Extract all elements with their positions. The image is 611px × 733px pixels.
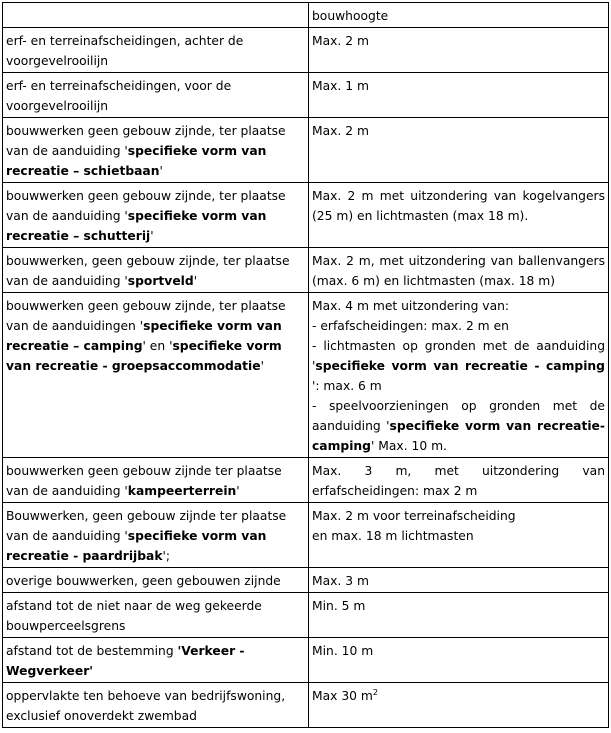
value-text: - lichtmasten op gronden met de aanduiding ': [312, 339, 605, 373]
table-row: [3, 593, 609, 638]
row-value: Max. 2 m, met uitzondering van ballenvangers (max. 6 m) en lichtmasten (max. 18 m): [309, 248, 609, 293]
label-bold-text: specifieke vorm van recreatie - paardrijbak: [6, 529, 267, 563]
table-row: [3, 248, 609, 293]
label-bold-text: sportveld: [127, 274, 194, 288]
value-line: [312, 396, 605, 456]
value-text: Max 30 m: [312, 689, 373, 703]
label-text: Bouwwerken, geen gebouw zijnde ter plaatse van de aanduiding ': [6, 509, 287, 543]
value-bold-text: specifieke vorm van recreatie-camping: [312, 419, 605, 453]
table-row: [3, 568, 609, 593]
header-cell-bouwhoogte: bouwhoogte: [309, 3, 609, 28]
superscript-2: 2: [372, 687, 378, 697]
row-value: [309, 683, 609, 728]
table-row: [3, 503, 609, 568]
value-line: - erfafscheidingen: max. 2 m en: [312, 319, 509, 333]
label-bold-text: 'Verkeer - Wegverkeer': [6, 644, 245, 678]
label-text: ': [159, 164, 163, 178]
row-value: Max. 2 m: [309, 118, 609, 183]
value-line: [312, 336, 605, 396]
row-value: [309, 293, 609, 458]
row-label: oppervlakte ten behoeve van bedrijfswoning, exclusief onoverdekt zwembad: [3, 683, 309, 728]
row-label: overige bouwwerken, geen gebouwen zijnde: [3, 568, 309, 593]
table-header-row: [3, 3, 609, 28]
label-text: ': [150, 229, 154, 243]
row-label: [3, 248, 309, 293]
label-text: bouwwerken geen gebouw zijnde, ter plaatse van de aanduidingen ': [6, 299, 286, 333]
row-value: [309, 503, 609, 568]
label-bold-text: specifieke vorm van recreatie – camping: [6, 319, 282, 353]
row-label: [3, 118, 309, 183]
value-bold-text: specifieke vorm van recreatie - camping: [315, 359, 605, 373]
row-label: [3, 503, 309, 568]
value-line: Max. 2 m voor terreinafscheiding: [312, 509, 516, 523]
table-row: [3, 293, 609, 458]
row-label: [3, 458, 309, 503]
row-value: Max. 1 m: [309, 73, 609, 118]
row-value: Min. 10 m: [309, 638, 609, 683]
label-text: afstand tot de bestemming: [6, 644, 178, 658]
row-label: erf- en terreinafscheidingen, achter de voorgevelrooilijn: [3, 28, 309, 73]
table-row: [3, 458, 609, 503]
table-row: [3, 183, 609, 248]
table-row: [3, 638, 609, 683]
table-row: [3, 118, 609, 183]
label-text: ': [193, 274, 198, 288]
value-text: ': max. 6 m: [312, 379, 382, 393]
label-text: ';: [162, 549, 171, 563]
label-bold-text: specifieke vorm van recreatie – schietbaan: [6, 144, 267, 178]
label-text: ': [260, 359, 264, 373]
label-text: bouwwerken geen gebouw zijnde ter plaatse van de aanduiding ': [6, 464, 282, 498]
row-value: Min. 5 m: [309, 593, 609, 638]
table-row: [3, 28, 609, 73]
label-bold-text: kampeerterrein: [127, 484, 237, 498]
label-text: bouwwerken, geen gebouw zijnde, ter plaatse van de aanduiding ': [6, 254, 290, 288]
row-label: afstand tot de niet naar de weg gekeerde bouwperceelsgrens: [3, 593, 309, 638]
row-label: [3, 183, 309, 248]
table-row: [3, 73, 609, 118]
row-value: Max. 3 m: [309, 568, 609, 593]
table-row: [3, 683, 609, 728]
row-label: [3, 293, 309, 458]
header-cell-empty: [3, 3, 309, 28]
row-value: Max. 2 m met uitzondering van kogelvangers (25 m) en lichtmasten (max 18 m).: [309, 183, 609, 248]
regulations-table: [2, 2, 609, 728]
label-bold-text: specifieke vorm van recreatie – schutterij: [6, 209, 267, 243]
row-value: Max. 3 m, met uitzondering van erfafscheidingen: max 2 m: [309, 458, 609, 503]
label-text: bouwwerken geen gebouw zijnde, ter plaatse van de aanduiding ': [6, 189, 286, 223]
row-label: [3, 638, 309, 683]
label-text: ' en ': [142, 339, 173, 353]
value-line: Max. 4 m met uitzondering van:: [312, 299, 510, 313]
label-text: bouwwerken geen gebouw zijnde, ter plaatse van de aanduiding ': [6, 124, 286, 158]
value-text: ' Max. 10 m.: [370, 439, 447, 453]
value-text: - speelvoorzieningen op gronden met de aanduiding ': [312, 399, 605, 433]
label-bold-text: specifieke vorm van recreatie - groepsaccommodatie: [6, 339, 282, 373]
value-line: en max. 18 m lichtmasten: [312, 529, 474, 543]
row-label: erf- en terreinafscheidingen, voor de voorgevelrooilijn: [3, 73, 309, 118]
label-text: ': [236, 484, 240, 498]
row-value: Max. 2 m: [309, 28, 609, 73]
